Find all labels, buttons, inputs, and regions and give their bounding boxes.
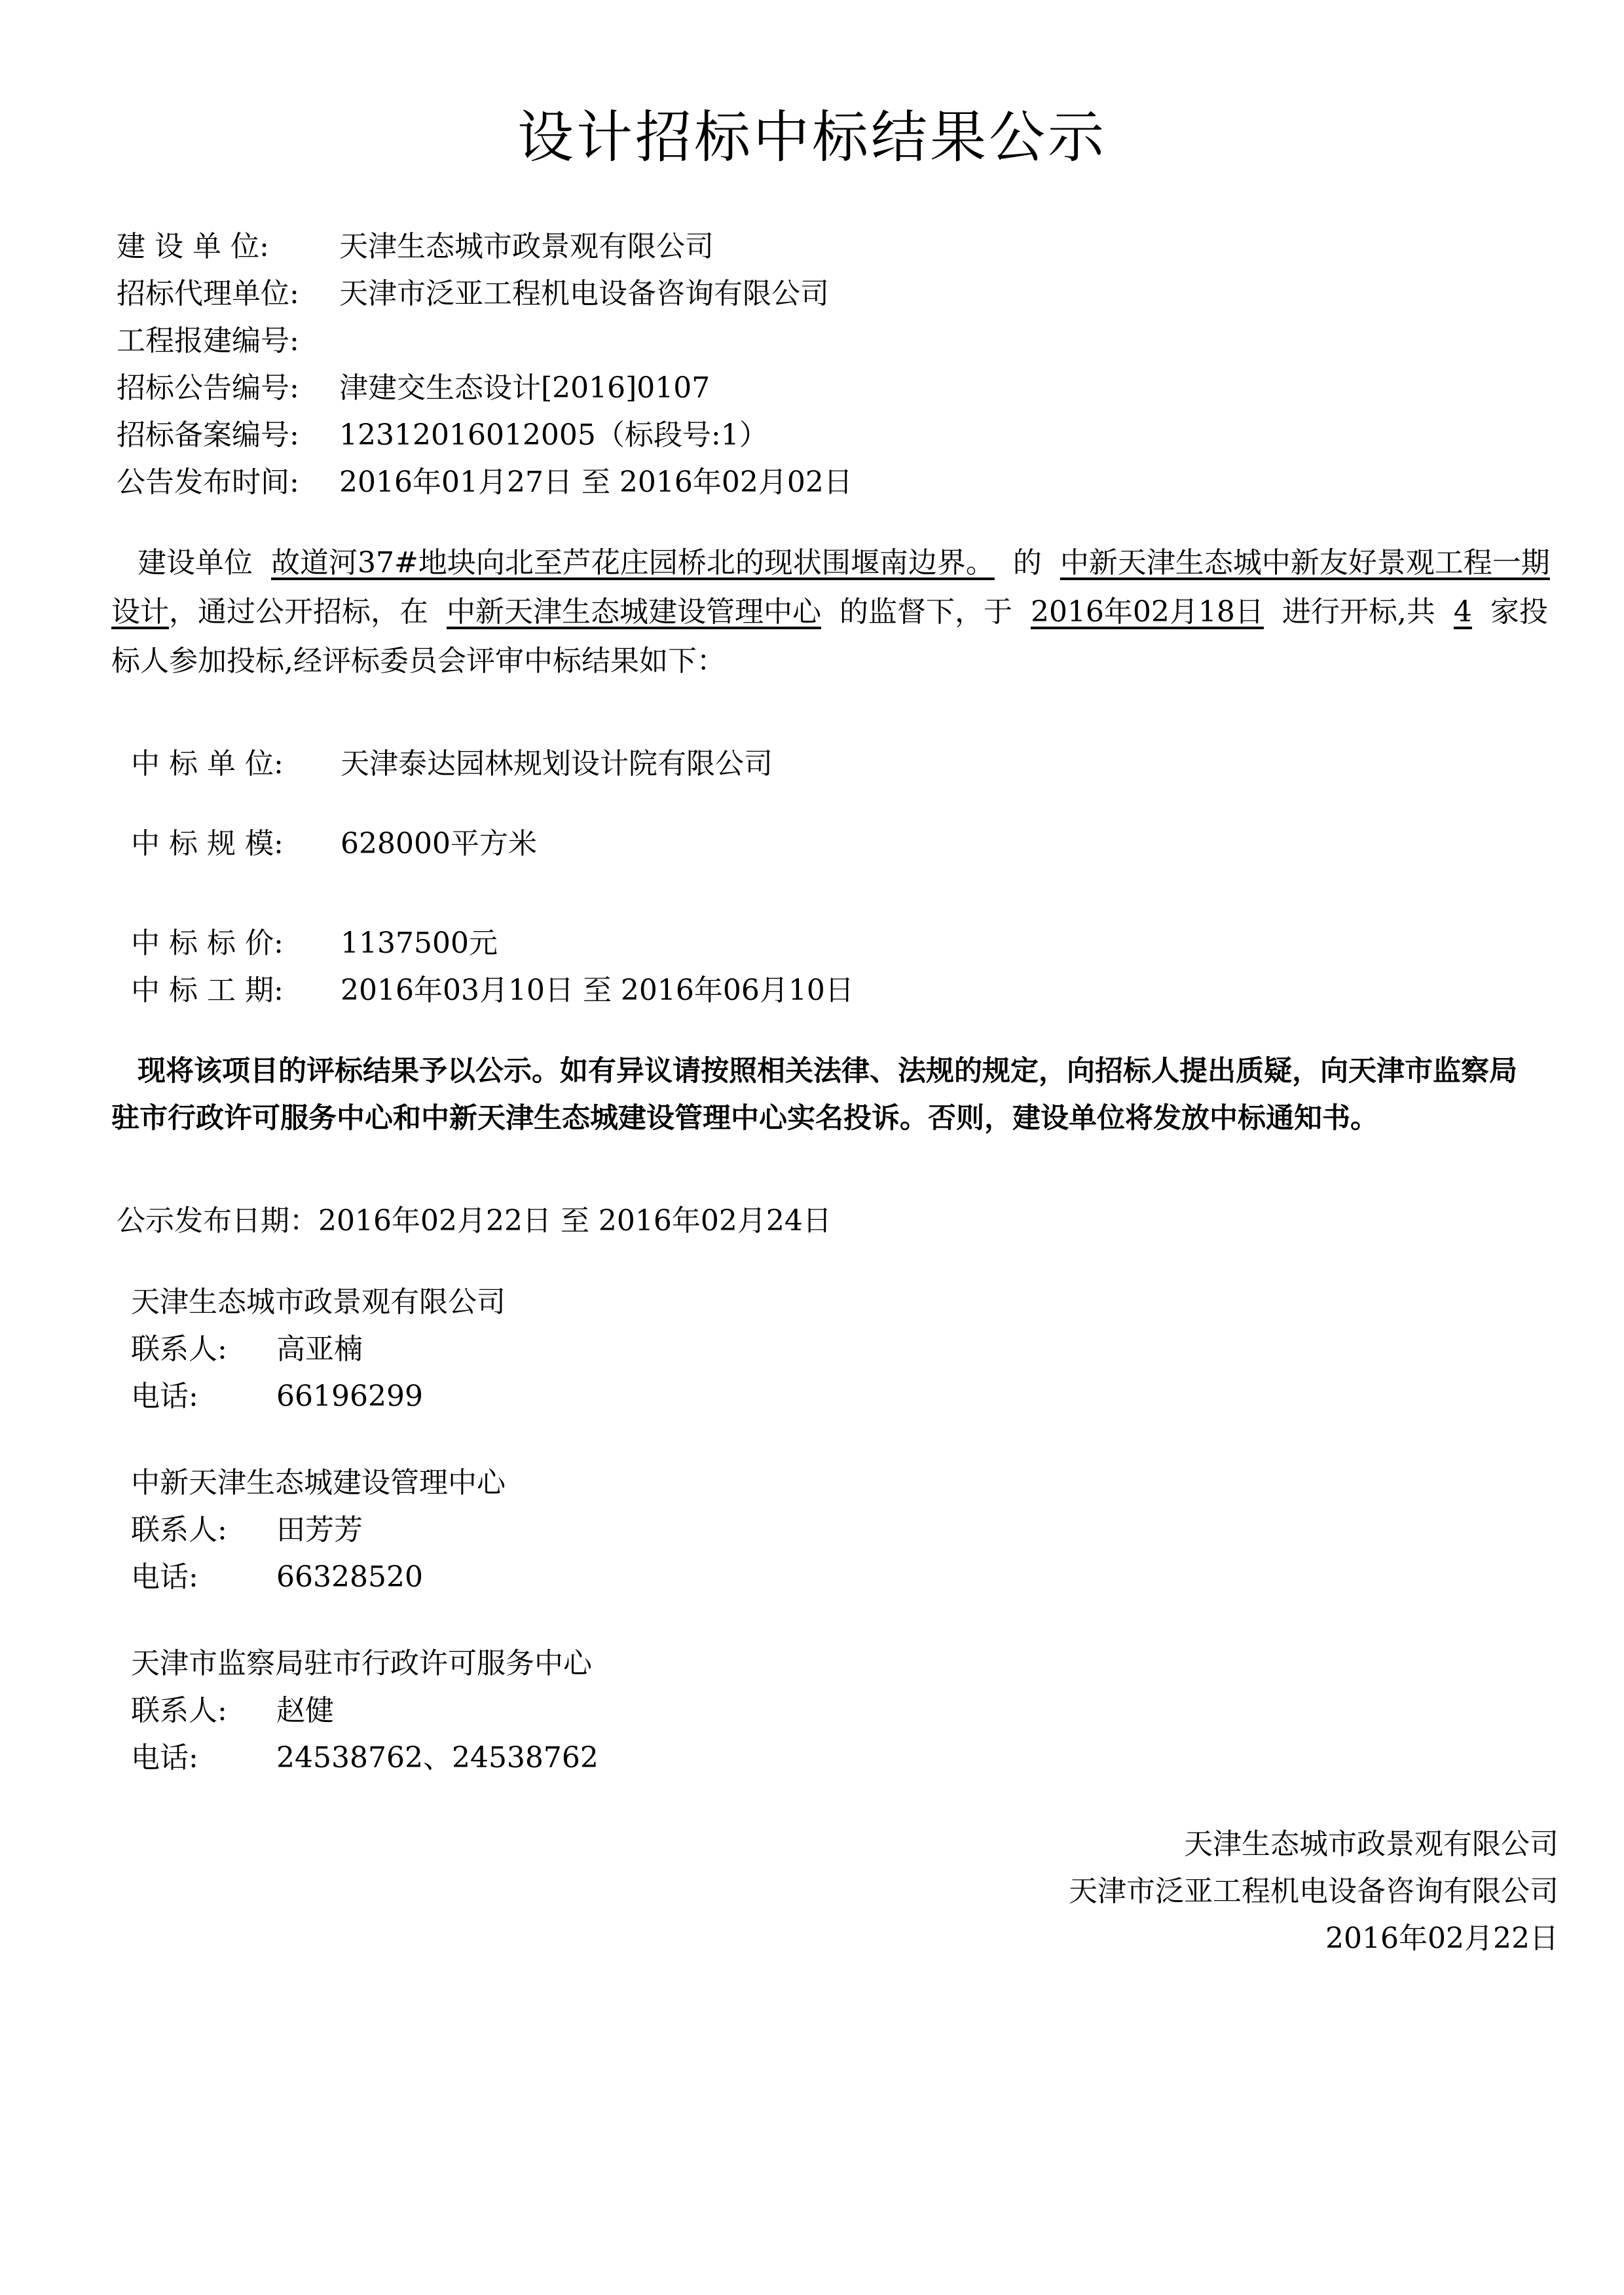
result-price [131,919,498,961]
contact-org: 中新天津生态城建设管理中心 [131,1466,506,1499]
objection-notice: 现将该项目的评标结果予以公示。如有异议请按照相关法律、法规的规定，向招标人提出质疑，向天津市监察局驻市行政许可服务中心和中新天津生态城建设管理中心实名投诉。否则，建设单位将发放中标通知书。 [111,1055,1517,1135]
result-value: 2016年03月10日 至 2016年06月10日 [341,974,854,1007]
result-scale [131,820,537,862]
publish-date-row [117,1197,832,1239]
signature-org-2: 天津市泛亚工程机电设备咨询有限公司 [1069,1875,1559,1908]
info-row-construction-unit [117,223,714,265]
contact-phone: 66328520 [276,1560,423,1594]
info-label: 公告发布时间: [117,466,299,499]
result-label: 中 标 单 位: [131,747,284,780]
contact-person-row: 联系人: 赵健 [131,1694,334,1727]
signature-org-1: 天津生态城市政景观有限公司 [1184,1827,1559,1861]
result-value: 628000平方米 [341,827,537,860]
contact-person: 田芳芳 [276,1513,363,1547]
contact-person: 高亚楠 [276,1332,363,1366]
info-row-record-number [117,411,768,453]
project-location: 故道河37#地块向北至芦花庄园桥北的现状围堰南边界。 [270,546,995,579]
info-label: 招标代理单位: [117,277,299,310]
info-label: 招标公告编号: [117,371,299,405]
info-value: 津建交生态设计[2016]0107 [339,371,710,405]
result-label: 中 标 工 期: [131,974,284,1007]
project-name: 中新天津生态城中新友好景观工程一期设计 [111,546,1550,629]
result-label: 中 标 标 价: [131,927,284,960]
info-row-announcement-number [117,364,710,406]
info-label: 建 设 单 位: [117,230,269,263]
info-value: 天津市泛亚工程机电设备咨询有限公司 [339,277,829,310]
info-value: 天津生态城市政景观有限公司 [339,230,714,263]
contact-phone: 66196299 [276,1380,423,1413]
info-label: 工程报建编号: [117,324,299,358]
publish-date-label: 公示发布日期： [117,1204,318,1238]
info-value: 12312016012005（标段号:1） [339,418,768,452]
contact-person-row: 联系人: 高亚楠 [131,1332,363,1366]
info-row-announcement-period [117,458,853,500]
contact-phone-row: 电话: 66328520 [131,1560,423,1594]
contact-phone-row: 电话: 24538762、24538762 [131,1734,550,1776]
supervisor-name: 中新天津生态城建设管理中心 [446,595,821,629]
contact-org: 天津市监察局驻市行政许可服务中心 [131,1647,592,1680]
contact-phone: 24538762、24538762 [276,1741,599,1774]
page-title: 设计招标中标结果公示 [517,105,1107,170]
result-paragraph: 建设单位 故道河37#地块向北至芦花庄园桥北的现状围堰南边界。 的 中新天津生态城中新友好景观工程一期设计，通过公开招标，在 中新天津生态城建设管理中心 的监督下，于 2016年02月18日 进行开标,共 4 家投标人参加投标,经评标委员会评审中标结果如下： [111,546,1550,678]
bidder-count: 4 [1453,595,1472,629]
result-value: 1137500元 [341,927,498,960]
contact-person: 赵健 [276,1694,334,1727]
info-row-agent [117,270,829,312]
info-row-project-number [117,317,339,359]
result-period [131,966,854,1008]
info-label: 招标备案编号: [117,418,299,452]
result-label: 中 标 规 模: [131,827,284,860]
result-winner [131,740,773,782]
contact-org: 天津生态城市政景观有限公司 [131,1285,506,1319]
publish-date-value: 2016年02月22日 至 2016年02月24日 [318,1204,832,1238]
contact-phone-row: 电话: 66196299 [131,1380,423,1413]
bid-opening-date: 2016年02月18日 [1030,595,1264,629]
result-value: 天津泰达园林规划设计院有限公司 [341,747,773,780]
info-value: 2016年01月27日 至 2016年02月02日 [339,466,853,499]
contact-person-row: 联系人: 田芳芳 [131,1513,363,1547]
signature-date: 2016年02月22日 [1325,1922,1559,1955]
